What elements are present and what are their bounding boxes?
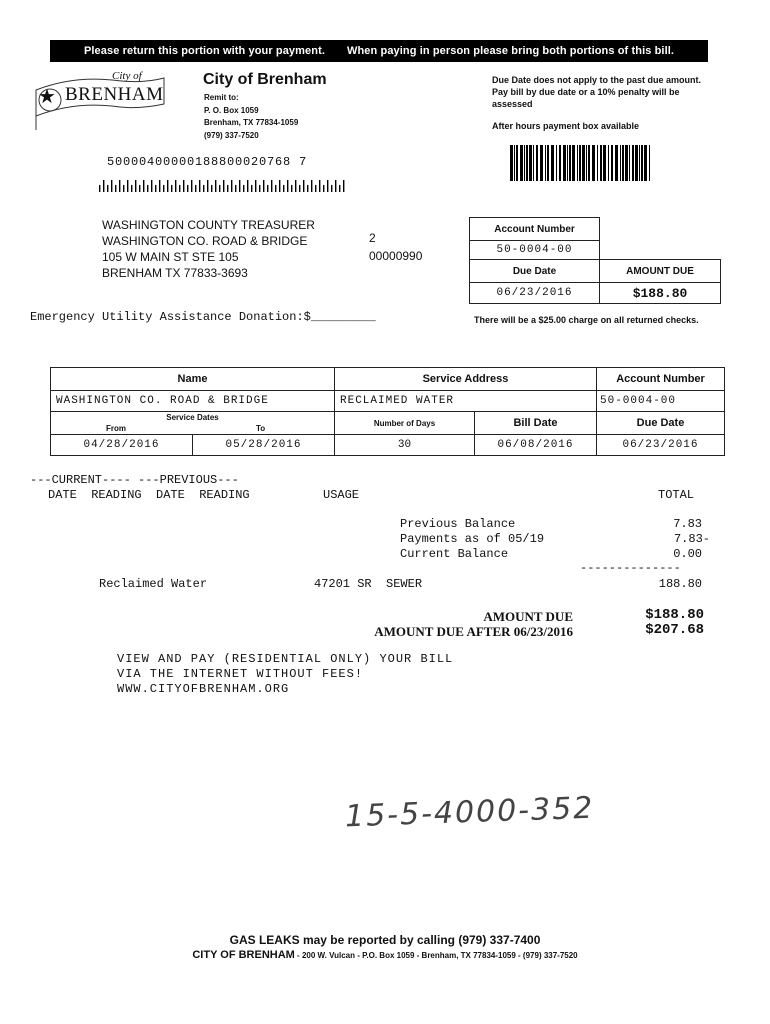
payments-value: 7.83- (673, 532, 710, 546)
customer-line-3: 105 W MAIN ST STE 105 (102, 250, 239, 264)
service-dates-label: Service Dates (166, 413, 219, 422)
service-address: RECLAIMED WATER (334, 390, 597, 412)
due-date-label: Due Date (469, 259, 600, 283)
pay-in-person-text: When paying in person please bring both portions of this bill. (347, 45, 675, 57)
online-message-1: VIEW AND PAY (RESIDENTIAL ONLY) YOUR BILL (117, 652, 454, 666)
service-dates-header (50, 411, 335, 435)
remit-box: P. O. Box 1059 (204, 105, 259, 115)
due-date-value-table: 06/23/2016 (596, 434, 725, 456)
account-number-value: 50-0004-00 (469, 240, 600, 260)
footer-address-detail: - 200 W. Vulcan - P.O. Box 1059 - Brenham, TX 77834-1059 - (979) 337-7520 (294, 951, 578, 960)
service-table (50, 367, 725, 457)
customer-code-2: 00000990 (369, 249, 423, 263)
from-date: 04/28/2016 (50, 434, 193, 456)
previous-balance-label: Previous Balance (400, 517, 516, 531)
col-account-header: Account Number (596, 367, 725, 391)
previous-balance-value: 7.83 (673, 517, 702, 531)
current-balance-label: Current Balance (400, 547, 509, 561)
customer-code-1: 2 (369, 231, 376, 245)
postal-barcode (99, 178, 349, 194)
days-header: Number of Days (334, 411, 475, 435)
payments-label: Payments as of 05/19 (400, 532, 545, 546)
ocr-scan-line: 50000400000188800020768 7 (107, 155, 308, 169)
reading-header-1: ---CURRENT---- ---PREVIOUS--- (30, 473, 239, 487)
amount-due-line-value: $188.80 (645, 607, 704, 623)
col-address-header: Service Address (334, 367, 597, 391)
current-balance-value: 0.00 (673, 547, 702, 561)
payment-barcode (510, 145, 653, 181)
remit-city-name: City of Brenham (203, 71, 327, 88)
donation-line: Emergency Utility Assistance Donation:$_________ (30, 310, 376, 324)
remit-phone: (979) 337-7520 (204, 130, 259, 140)
customer-address (102, 217, 315, 281)
amount-due-label: AMOUNT DUE (599, 259, 721, 283)
footer-city: CITY OF BRENHAM (192, 949, 295, 961)
to-label: To (256, 424, 266, 433)
due-date-header: Due Date (596, 411, 725, 435)
amount-due-value: $188.80 (599, 282, 721, 304)
footer-address (0, 949, 770, 961)
service-amount: 188.80 (658, 577, 702, 591)
customer-line-1: WASHINGTON COUNTY TREASURER (102, 218, 315, 232)
bill-date-value: 06/08/2016 (474, 434, 597, 456)
remit-citystate: Brenham, TX 77834-1059 (204, 118, 299, 127)
bill-date-header: Bill Date (474, 411, 597, 435)
account-number-label: Account Number (469, 217, 600, 241)
remit-label: Remit to: (204, 93, 239, 102)
service-name: WASHINGTON CO. ROAD & BRIDGE (50, 390, 335, 412)
days-value: 30 (334, 434, 475, 456)
due-date-notice: Due Date does not apply to the past due amount. Pay bill by due date or a 10% penalty will be assessed (492, 75, 702, 109)
star-icon: ★ (38, 86, 56, 108)
customer-line-4: BRENHAM TX 77833-3693 (102, 266, 248, 280)
return-portion-text: Please return this portion with your payment. (83, 45, 325, 57)
service-account: 50-0004-00 (596, 390, 725, 412)
due-date-value: 06/23/2016 (469, 282, 600, 304)
website-url: WWW.CITYOFBRENHAM.ORG (117, 682, 290, 696)
total-header: TOTAL (658, 488, 695, 502)
gas-leak-notice: GAS LEAKS may be reported by calling (979) 337-7400 (229, 933, 541, 947)
amount-after-label: AMOUNT DUE AFTER 06/23/2016 (374, 624, 573, 639)
handwritten-note: 15-5-4000-352 (344, 790, 595, 835)
from-label: From (106, 424, 126, 433)
amount-due-line-label: AMOUNT DUE (483, 609, 573, 624)
service-type: Reclaimed Water (99, 577, 208, 591)
online-message-2: VIA THE INTERNET WITHOUT FEES! (117, 667, 364, 681)
remit-address (204, 92, 298, 142)
logo-name: BRENHAM (65, 84, 164, 105)
to-date: 05/28/2016 (192, 434, 335, 456)
return-instructions-bar (50, 40, 708, 62)
amount-after-value: $207.68 (645, 622, 704, 638)
account-summary-box (469, 217, 721, 307)
reading-header-2: DATE READING DATE READING (48, 488, 250, 502)
col-name-header: Name (50, 367, 335, 391)
logo-city-of: City of (112, 70, 142, 82)
returned-checks-notice: There will be a $25.00 charge on all returned checks. (474, 315, 699, 325)
service-code: 47201 SR SEWER (314, 577, 423, 591)
usage-header: USAGE (323, 488, 360, 502)
brenham-logo (32, 70, 172, 132)
subtotal-dashes: -------------- (580, 561, 681, 575)
after-hours-notice: After hours payment box available (492, 121, 640, 131)
customer-line-2: WASHINGTON CO. ROAD & BRIDGE (102, 234, 308, 248)
